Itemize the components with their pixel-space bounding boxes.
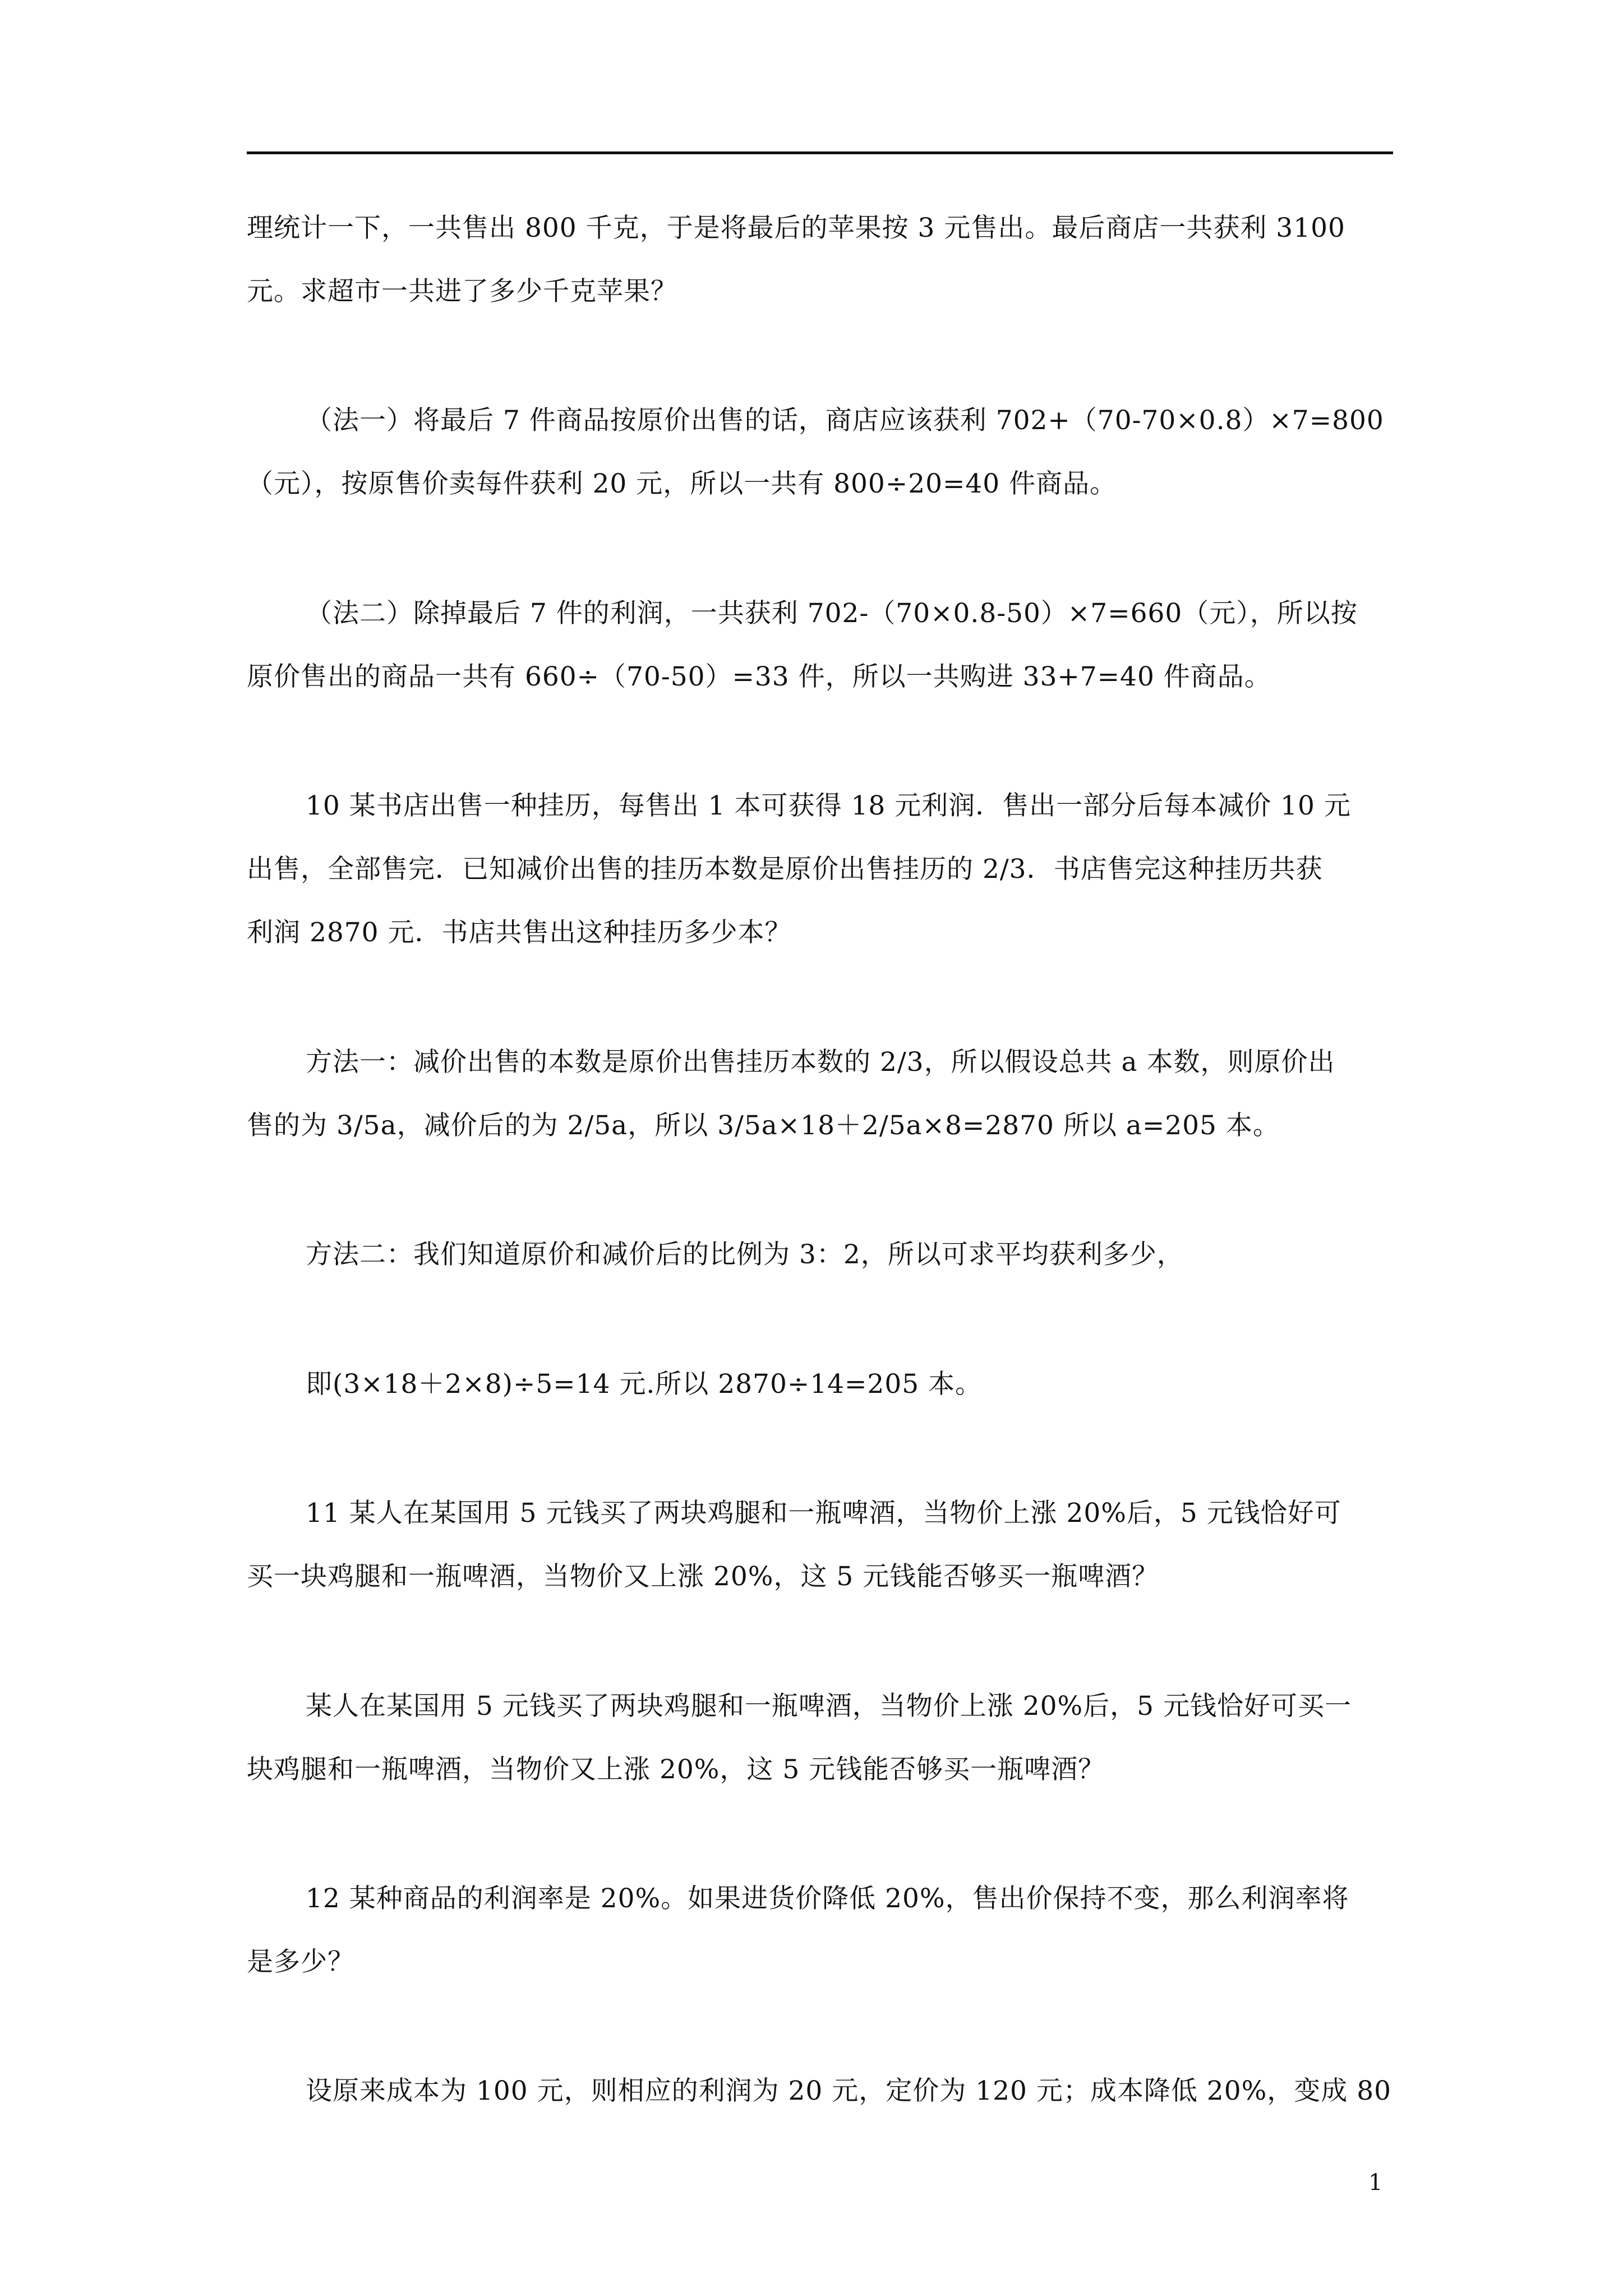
text-line: 11 某人在某国用 5 元钱买了两块鸡腿和一瓶啤酒，当物价上涨 20%后，5 元钱恰好可 — [306, 1498, 1341, 1529]
text-line: （法一）将最后 7 件商品按原价出售的话，商店应该获利 702+（70-70×0.8）×7=800 — [306, 405, 1384, 436]
text-line: （元），按原售价卖每件获利 20 元，所以一共有 800÷20=40 件商品。 — [247, 468, 1117, 499]
text-line: 方法一：减价出售的本数是原价出售挂历本数的 2/3，所以假设总共 a 本数，则原价出 — [306, 1047, 1335, 1078]
text-line: （法二）除掉最后 7 件的利润，一共获利 702-（70×0.8-50）×7=660（元），所以按 — [306, 598, 1358, 629]
text-line: 10 某书店出售一种挂历，每售出 1 本可获得 18 元利润．售出一部分后每本减价 10 元 — [306, 790, 1351, 821]
text-line: 某人在某国用 5 元钱买了两块鸡腿和一瓶啤酒，当物价上涨 20%后，5 元钱恰好可买一 — [306, 1691, 1352, 1722]
text-line: 售的为 3/5a，减价后的为 2/5a，所以 3/5a×18＋2/5a×8=2870 所以 a=205 本。 — [247, 1110, 1280, 1141]
page-number: 1 — [1368, 2170, 1383, 2196]
text-line: 12 某种商品的利润率是 20%。如果进货价降低 20%，售出价保持不变，那么利润率将 — [306, 1883, 1349, 1914]
text-line: 设原来成本为 100 元，则相应的利润为 20 元，定价为 120 元；成本降低 20%，变成 80 — [306, 2076, 1392, 2106]
text-line: 方法二：我们知道原价和减价后的比例为 3：2，所以可求平均获利多少， — [306, 1239, 1184, 1270]
text-line: 原价售出的商品一共有 660÷（70-50）=33 件，所以一共购进 33+7=40 件商品。 — [247, 661, 1271, 692]
text-line: 买一块鸡腿和一瓶啤酒，当物价又上涨 20%，这 5 元钱能否够买一瓶啤酒？ — [247, 1561, 1159, 1592]
text-line: 是多少？ — [247, 1947, 354, 1977]
text-line: 理统计一下，一共售出 800 千克，于是将最后的苹果按 3 元售出。最后商店一共获利 3100 — [247, 213, 1345, 243]
text-line: 利润 2870 元．书店共售出这种挂历多少本？ — [247, 917, 792, 948]
header-rule — [247, 151, 1393, 154]
text-line: 块鸡腿和一瓶啤酒，当物价又上涨 20%，这 5 元钱能否够买一瓶啤酒？ — [247, 1754, 1105, 1785]
text-line: 出售，全部售完．已知减价出售的挂历本数是原价出售挂历的 2/3．书店售完这种挂历共获 — [247, 854, 1323, 885]
text-line: 即(3×18＋2×8)÷5=14 元.所以 2870÷14=205 本。 — [306, 1369, 983, 1400]
text-line: 元。求超市一共进了多少千克苹果？ — [247, 276, 677, 307]
